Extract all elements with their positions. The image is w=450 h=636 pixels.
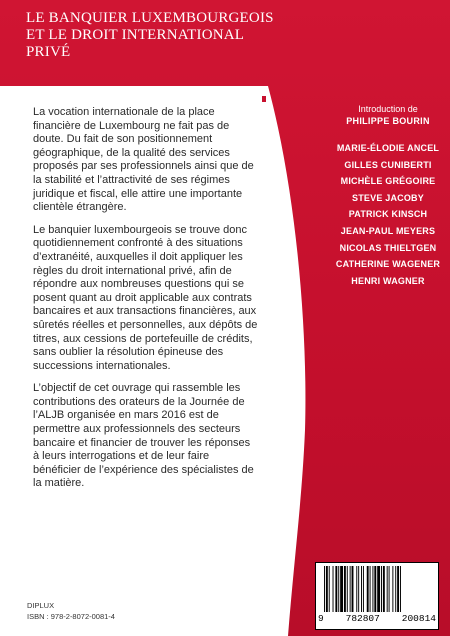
barcode-bar (387, 566, 388, 612)
author-name: GILLES CUNIBERTI (344, 159, 432, 170)
barcode-bar (344, 566, 346, 612)
barcode-bar (356, 566, 357, 612)
barcode-bars (322, 566, 434, 612)
barcode-bar (395, 566, 396, 612)
barcode-bar (392, 566, 393, 612)
author-name: STEVE JACOBY (352, 192, 424, 203)
blurb-paragraph: Le banquier luxembourgeois se trouve donc quotidiennement confronté à des situations d’extranéité, auxquelles il doit appliquer les règles du droit international privé, afin de répondre aux nombreuses questions qui se posent quant au droit applicable aux contrats bancaires et aux transactions financières, aux sûretés réelles et personnelles, aux dépôts de titres, aux cessions de portefeuille de crédits, sans oublier la résolution épineuse des successions internationales. (33, 223, 258, 372)
barcode-bar (335, 566, 337, 612)
author-name: MICHÈLE GRÉGOIRE (340, 176, 436, 187)
barcode-bar (352, 566, 354, 612)
barcode-digit-group: 9 (318, 613, 324, 624)
barcode-bar (381, 566, 382, 612)
title-line: ET LE DROIT INTERNATIONAL (26, 27, 245, 43)
book-title (26, 10, 326, 61)
blurb-paragraph: La vocation internationale de la place financière de Luxembourg ne fait pas de doute. Du fait de son positionnement géographique, de la qualité des services proposés par ses professionnels ainsi que de la stabilité et l’attractivité de ses régimes juridique et fiscal, elle attire une importante clientèle étrangère. (33, 106, 254, 214)
blurb-paragraph: L’objectif de cet ouvrage qui rassemble les contributions des orateurs de la Journée de l’ALJB organisée en mars 2016 est de permettre aux professionnels des secteurs bancaire et financier de trouver les réponses à leurs interrogations et de leur faire bénéficier de l’expérience des spécialistes de la matière. (33, 382, 254, 490)
publisher-info (27, 600, 115, 622)
barcode-bar (397, 566, 399, 612)
introduction-credit (325, 103, 450, 128)
author-name: HENRI WAGNER (351, 275, 425, 286)
author-name: CATHERINE WAGENER (335, 259, 441, 270)
barcode-bar (377, 566, 380, 612)
intro-label: Introduction de (358, 104, 418, 114)
barcode-bar (367, 566, 369, 612)
barcode-bar (358, 566, 359, 612)
barcode-bar (370, 566, 371, 612)
barcode-bar (347, 566, 348, 612)
barcode-bar (340, 566, 343, 612)
barcode-bar (326, 566, 328, 612)
barcode-bar (361, 566, 362, 612)
barcode (315, 562, 439, 630)
barcode-digits (318, 613, 436, 624)
barcode-bar (389, 566, 390, 612)
author-name: MARIE-ÉLODIE ANCEL (336, 143, 440, 153)
barcode-bar (329, 566, 330, 612)
intro-author: PHILIPPE BOURIN (346, 116, 430, 126)
author-name: PATRICK KINSCH (348, 209, 428, 220)
barcode-bar (350, 566, 351, 612)
blurb (33, 106, 259, 500)
barcode-digit-group: 782807 (345, 613, 380, 624)
barcode-bar (324, 566, 325, 612)
authors-list (320, 140, 450, 289)
barcode-bar (383, 566, 385, 612)
isbn: ISBN : 978-2-8072-0081-4 (27, 612, 115, 621)
barcode-bar (363, 566, 364, 612)
barcode-bar (338, 566, 339, 612)
publisher-name: DIPLUX (27, 601, 55, 610)
title-line: LE BANQUIER LUXEMBOURGEOIS (26, 10, 274, 26)
title-line: PRIVÉ (26, 44, 71, 60)
decorative-mark (262, 96, 266, 102)
author-name: NICOLAS THIELTGEN (339, 242, 437, 253)
author-name: JEAN-PAUL MEYERS (340, 225, 436, 236)
barcode-digit-group: 200814 (401, 613, 436, 624)
barcode-bar (374, 566, 376, 612)
barcode-bar (333, 566, 334, 612)
barcode-bar (372, 566, 373, 612)
barcode-bar (400, 566, 401, 612)
